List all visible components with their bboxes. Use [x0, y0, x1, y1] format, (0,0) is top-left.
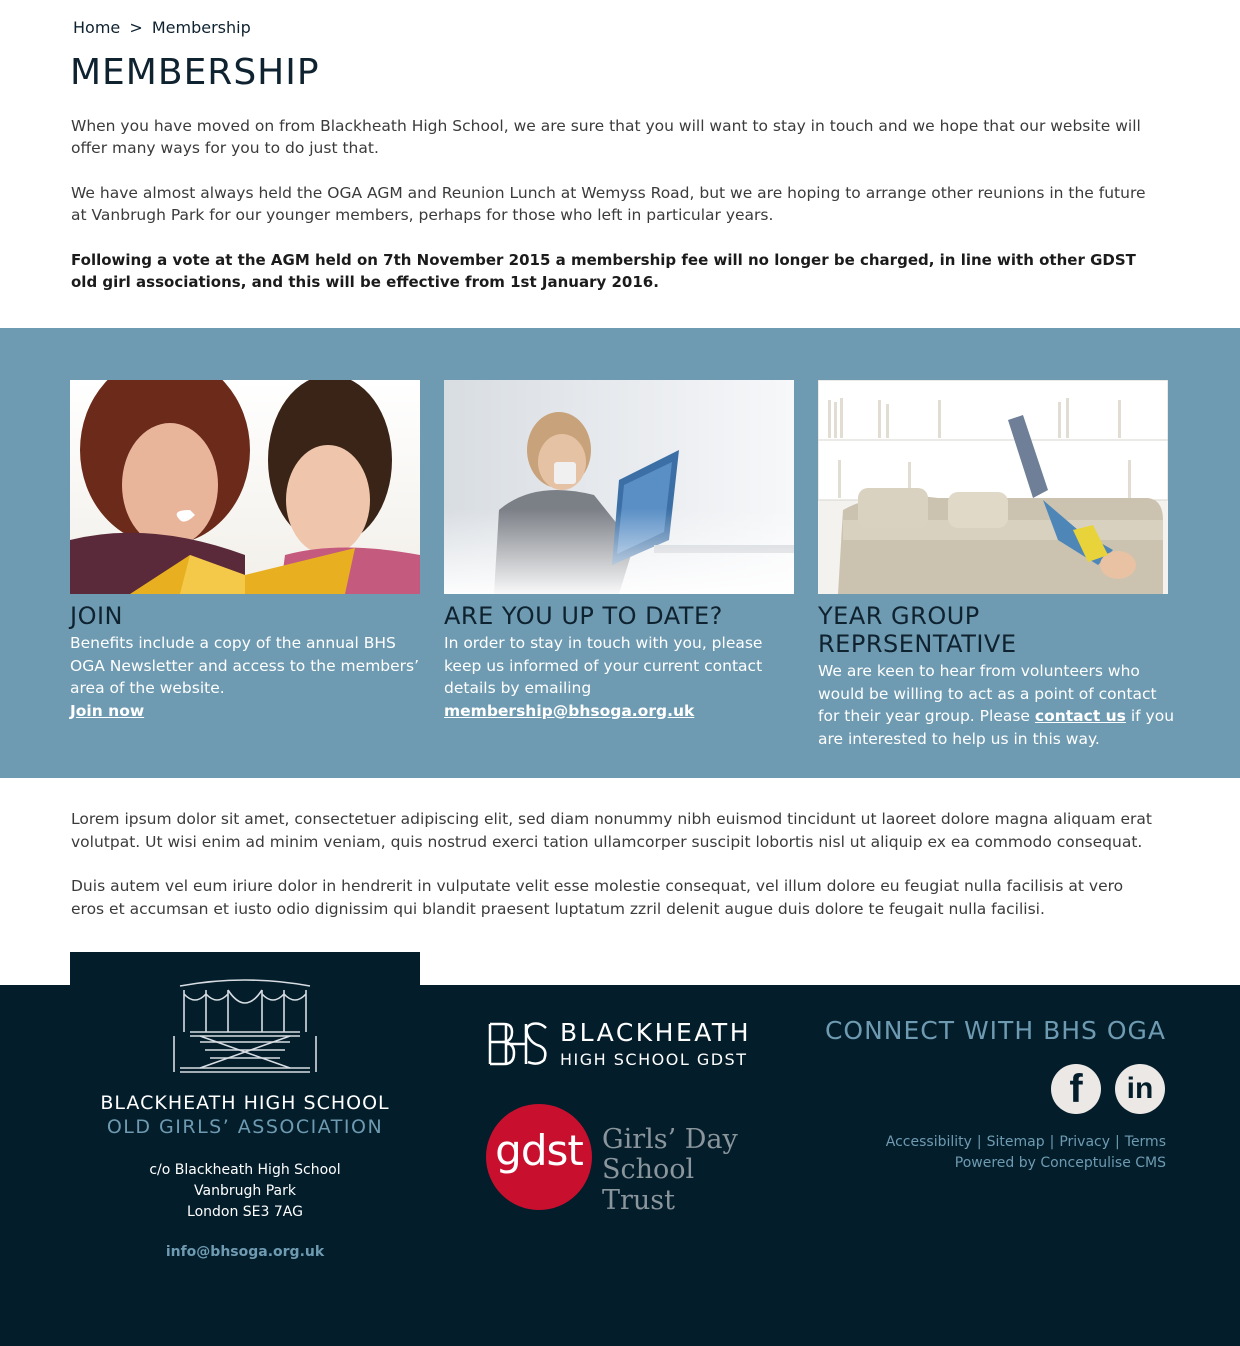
powered-by [955, 1155, 1166, 1171]
join-now-link[interactable]: Join now [70, 701, 145, 720]
membership-email-link[interactable]: membership@bhsoga.org.uk [444, 701, 695, 720]
card-up-to-date-text [444, 632, 800, 722]
gdst-logo-line-2: School Trust [602, 1154, 695, 1216]
page-title: MEMBERSHIP [70, 52, 320, 93]
card-year-group [818, 380, 1178, 750]
breadcrumb [73, 18, 251, 37]
intro-paragraph-1: When you have moved on from Blackheath High School, we are sure that you will want to stay in touch and we hope that our website will offer many ways for you to do just that. [71, 117, 1141, 157]
postal-address [70, 1160, 420, 1223]
card-year-group-photo [818, 380, 1168, 594]
body-paragraph-1: Lorem ipsum dolor sit amet, consectetuer adipiscing elit, sed diam nonummy nibh euismod tincidunt ut laoreet dolore magna aliquam erat volutpat. Ut wisi enim ad minim veniam, quis nostrud exerci tation ullamcorper suscipit lobortis nisl ut aliquip ex ea commodo consequat. [71, 810, 1152, 851]
body-paragraph-2: Duis autem vel eum iriure dolor in hendrerit in vulputate velit esse molestie consequat, vel illum dolore eu feugiat nulla facilisis at vero eros et accumsan et iusto odio dignissim qui blandit praesent luptatum zzril delenit augue duis dolore te feugait nulla facilisi. [71, 877, 1124, 918]
footer-association-panel [70, 952, 420, 1346]
bhs-logo-subtitle: HIGH SCHOOL GDST [560, 1050, 748, 1069]
intro-paragraph-2: We have almost always held the OGA AGM and Reunion Lunch at Wemyss Road, but we are hoping to arrange other reunions in the future at Vanbrugh Park for our younger members, perhaps for those who left in particular years. [71, 184, 1146, 224]
card-join-text [70, 632, 426, 722]
breadcrumb-home-link[interactable]: Home [73, 18, 121, 37]
card-join-photo [70, 380, 420, 594]
legal-separator: | [976, 1134, 982, 1150]
address-line-2: Vanbrugh Park [194, 1183, 296, 1199]
association-crest-icon [170, 976, 320, 1076]
contact-us-link[interactable]: contact us [1034, 707, 1126, 725]
gdst-logo-word: gdst [495, 1126, 583, 1175]
card-up-to-date [444, 380, 800, 722]
address-line-1: c/o Blackheath High School [149, 1162, 341, 1178]
card-year-group-description-end: if you are interested to help us in this way. [818, 707, 1175, 748]
privacy-link[interactable]: Privacy [1059, 1134, 1111, 1150]
info-email-link[interactable]: info@bhsoga.org.uk [165, 1244, 325, 1260]
intro-paragraph-fee-notice: Following a vote at the AGM held on 7th November 2015 a membership fee will no longer be charged, in line with other GDST old girl associations, and this will be effective from 1st January 2016. [71, 251, 1136, 291]
card-join [70, 380, 426, 722]
breadcrumb-separator: > [129, 18, 143, 37]
accessibility-link[interactable]: Accessibility [885, 1134, 972, 1150]
powered-by-link[interactable]: Powered by Conceptulise CMS [954, 1155, 1166, 1171]
card-year-group-text [818, 660, 1178, 750]
membership-cards-band [0, 328, 1240, 778]
legal-links [886, 1134, 1166, 1150]
card-up-to-date-photo [444, 380, 794, 594]
card-up-to-date-description: In order to stay in touch with you, please keep us informed of your current contact details by emailing [444, 634, 763, 697]
address-line-3: London SE3 7AG [187, 1204, 303, 1220]
card-year-group-title: YEAR GROUP REPRSENTATIVE [818, 602, 1017, 658]
card-join-title: JOIN [70, 602, 123, 630]
bhs-logo-name: BLACKHEATH [560, 1018, 751, 1047]
terms-link[interactable]: Terms [1124, 1134, 1166, 1150]
card-up-to-date-title: ARE YOU UP TO DATE? [444, 602, 723, 630]
gdst-logo-line-1: Girls’ Day [602, 1124, 738, 1155]
facebook-icon[interactable]: f [1051, 1064, 1101, 1114]
breadcrumb-current: Membership [151, 18, 251, 37]
card-join-description: Benefits include a copy of the annual BHS OGA Newsletter and access to the members’ area of the website. [70, 634, 420, 697]
sitemap-link[interactable]: Sitemap [986, 1134, 1045, 1150]
legal-separator: | [1115, 1134, 1120, 1150]
bhs-gdst-logo[interactable] [486, 1018, 756, 1070]
association-subtitle: OLD GIRLS’ ASSOCIATION [106, 1116, 384, 1138]
bhs-monogram-icon [486, 1018, 550, 1068]
card-year-group-description: We are keen to hear from volunteers who would be willing to act as a point of contact for their year group. Please [818, 662, 1157, 725]
gdst-logo[interactable] [486, 1104, 756, 1216]
legal-separator: | [1049, 1134, 1055, 1150]
linkedin-icon[interactable]: in [1115, 1064, 1165, 1114]
connect-title: CONNECT WITH BHS OGA [824, 1016, 1166, 1045]
association-title: BLACKHEATH HIGH SCHOOL [100, 1092, 390, 1114]
